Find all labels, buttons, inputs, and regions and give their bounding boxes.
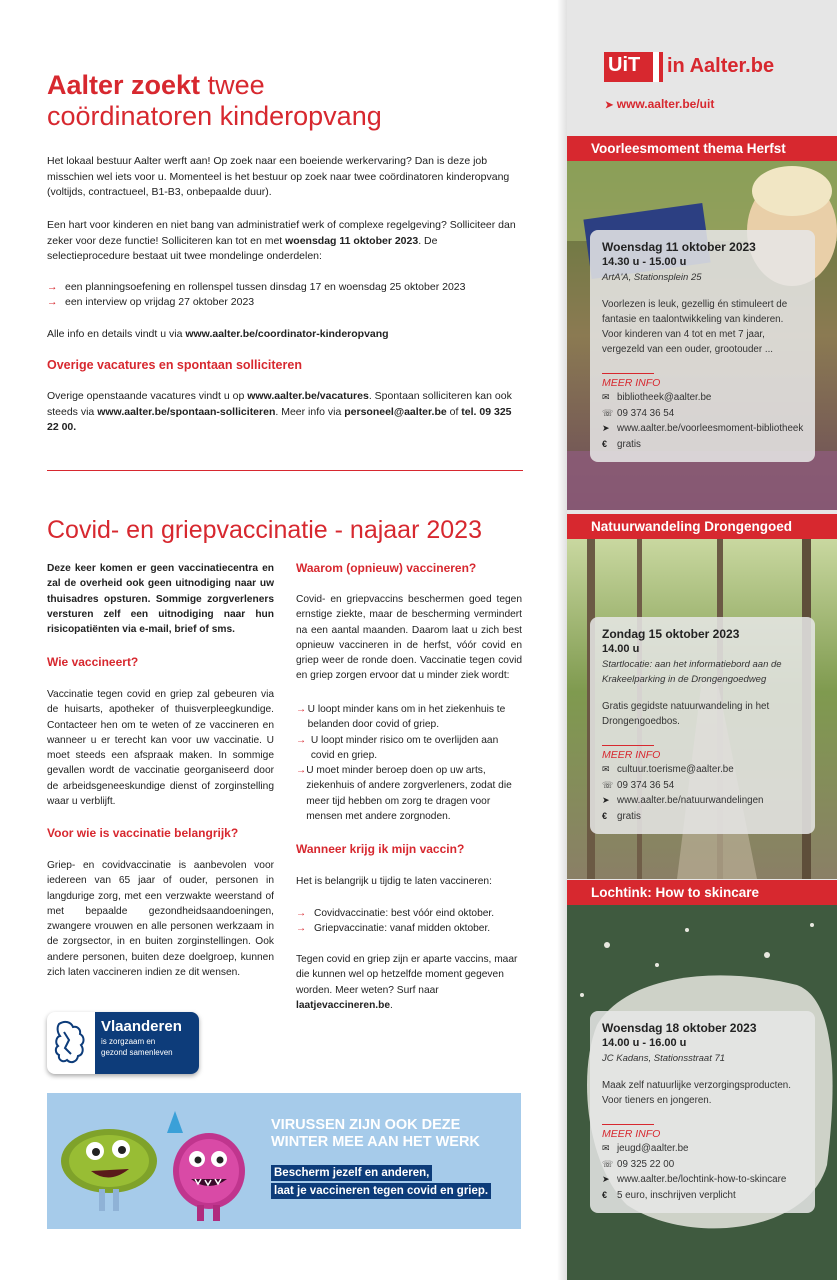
cursor-icon: ➤ [605,100,614,111]
email-text[interactable]: jeugd@aalter.be [617,1143,689,1154]
vlaanderen-text-block [95,1012,199,1074]
divider [602,373,654,374]
uit-url-text[interactable]: www.aalter.be/uit [616,97,715,111]
title-line2: coördinatoren kinderopvang [47,101,382,131]
paragraph-end [296,952,522,1013]
price-text: gratis [617,810,641,822]
sidebar-shadow [557,0,567,1280]
cursor-icon: ➤ [602,423,610,433]
bullet-text: U moet minder beroep doen op uw arts, ziekenhuis of andere zorgverleners, zodat die meer tijd hebben om zorg te dragen voor mensen met andere zorgnoden. [306,765,512,823]
event-time: 14.30 u - 15.00 u [602,256,687,268]
waarom-bullet [296,702,522,824]
event-description: Gratis gegidste natuurwandeling in het Drongengoedbos. [602,701,770,727]
event-date: Woensdag 18 oktober 2023 [602,1021,757,1035]
article1-info [47,327,523,343]
article1-title [47,70,382,132]
divider [602,745,654,746]
event-title: Lochtink: How to skincare [567,880,837,905]
phone-text: tel. 09 325 22 00. [47,405,512,433]
cursor-icon: ➤ [602,795,610,805]
banner-subline: laat je vaccineren tegen covid en griep. [271,1183,491,1199]
article2-title: Covid- en griepvaccinatie - najaar 2023 [47,516,482,544]
article1-vacatures [47,389,523,436]
spontaan-link[interactable]: www.aalter.be/spontaan-solliciteren [97,405,276,418]
banner-title-line: VIRUSSEN ZIJN OOK DEZE [271,1117,461,1133]
lion-icon [51,1018,93,1068]
event-price [602,437,803,453]
email-link[interactable]: personeel@aalter.be [344,405,447,418]
event-web[interactable] [602,421,803,437]
web-text[interactable]: www.aalter.be/natuurwandelingen [617,795,764,806]
article1-bullet [47,295,523,311]
event-description: Voorlezen is leuk, gezellig én stimuleert de fantasie en taalontwikkeling van kinderen. Voor kinderen van 4 tot en met 7 jaar, vergezeld van een ouder, grootouder ... [602,299,788,355]
arrow-right-icon: → [47,281,58,293]
virus-characters-illustration [47,1093,257,1229]
deadline: woensdag 11 oktober 2023 [285,234,419,247]
uit-logo-bar [659,52,663,82]
title-rest: twee [207,70,265,100]
phone-icon: ☏ [602,779,614,790]
event-card [590,1011,815,1213]
text: . Meer info via [275,405,345,418]
event-time: 14.00 u - 16.00 u [602,1037,687,1049]
article1-subtitle: Overige vacatures en spontaan solliciteren [47,358,302,372]
euro-icon: € [602,810,608,821]
event-date: Zondag 15 oktober 2023 [602,627,740,641]
banner-title-line: WINTER MEE AAN HET WERK [271,1134,480,1150]
event-card [590,617,815,834]
web-text[interactable]: www.aalter.be/lochtink-how-to-skincare [617,1174,787,1185]
phone-text: 09 374 36 54 [617,407,675,419]
p2-text-end: . De selectieprocedure bestaat uit twee mondelinge onderdelen: [47,234,438,262]
cursor-icon: ➤ [602,1174,610,1184]
event-title: Natuurwandeling Drongengoed [567,514,837,539]
event-price [602,809,803,825]
bullet-text: Covidvaccinatie: best vóór eind oktober. [314,908,495,919]
article1-intro: Het lokaal bestuur Aalter werft aan! Op zoek naar een boeiende werkervaring? Dan is deze job misschien wel iets voor u. Momenteel is het bestuur op zoek naar twee coördinatoren kinderopvang (voltijds, contractueel, B1-B3, onbepaalde duur). [47,155,510,198]
paragraph-voor-wie: Griep- en covidvaccinatie is aanbevolen voor iedereen van 65 jaar of ouder, personen in langdurige zorg, met een verzwakte weerstand of met bepaalde gezondheidsaandoeningen, zwangere vrouwen en alle personen werkzaam in de zorgsector, in en buiten zorginstellingen. Ook andere personen, buiten deze doelgroep, kunnen zich laten vaccineren indien ze dit wensen. [47,860,274,979]
wanneer-bullets [296,906,522,937]
divider [602,1124,654,1125]
subtitle-wanneer: Wanneer krijg ik mijn vaccin? [296,842,465,856]
subtitle-waarom: Waarom (opnieuw) vaccineren? [296,561,477,575]
event-price [602,1188,803,1204]
event-title: Voorleesmoment thema Herfst [567,136,837,161]
arrow-right-icon: → [296,908,307,919]
info-link[interactable]: www.aalter.be/coordinator-kinderopvang [185,328,389,340]
title-bold: Aalter zoekt [47,70,201,100]
event-web[interactable] [602,1172,803,1188]
euro-icon: € [602,438,608,449]
envelope-icon: ✉ [602,1143,610,1153]
event-time: 14.00 u [602,643,640,655]
laatjevaccineren-link[interactable]: laatjevaccineren.be [296,999,391,1011]
event-phone [602,406,803,422]
arrow-right-icon: → [47,296,58,308]
bullet-text: een planningsoefening en rollenspel tussen dinsdag 17 en woensdag 25 oktober 2023 [65,281,466,293]
email-text[interactable]: bibliotheek@aalter.be [617,392,712,403]
envelope-icon: ✉ [602,764,610,774]
phone-text: 09 374 36 54 [617,779,675,791]
event-email[interactable] [602,762,803,778]
event-email[interactable] [602,1141,803,1157]
vlaanderen-name: Vlaanderen [101,1018,182,1035]
paragraph-waarom: Covid- en griepvaccins beschermen goed tegen ernstige ziekte, maar de bescherming vermindert na een aantal maanden. Daarom laat u zich best opnieuw vaccineren in de herfst, vóór covid en griep weer de ronde doen. Vaccinatie tegen covid en griep zorgen ervoor dat u minder ziek wordt: [296,594,522,682]
vlaanderen-logo [47,1012,199,1074]
event-email[interactable] [602,390,803,406]
envelope-icon: ✉ [602,392,610,402]
event-web[interactable] [602,793,803,809]
bullet-text: U loopt minder risico om te overlijden aan covid en griep. [310,734,499,761]
event-phone [602,1157,803,1173]
phone-icon: ☏ [602,1158,614,1169]
article2-intro: Deze keer komen er geen vaccinatiecentra en zal de overheid ook geen uitnodiging naar uw thuisadres opsturen. Sommige zorgverleners versturen zelf een uitnodiging naar hun risicopatiënten via e-mail, brief of sms. [47,563,274,636]
subtitle-voor-wie: Voor wie is vaccinatie belangrijk? [47,826,239,840]
bullet-text: Griepvaccinatie: vanaf midden oktober. [314,923,491,935]
bullet-text: U loopt minder kans om in het ziekenhuis te belanden door covid of griep. [307,704,506,731]
arrow-right-icon: → [296,765,307,777]
vacatures-link[interactable]: www.aalter.be/vacatures [247,390,369,402]
web-text[interactable]: www.aalter.be/voorleesmoment-bibliotheek [617,423,804,434]
event-description: Maak zelf natuurlijke verzorgingsproducten. Voor tieners en jongeren. [602,1080,791,1106]
event-location: Startlocatie: aan het informatiebord aan de Krakeelparking in de Drongengoedweg [602,659,782,685]
banner-subline: Bescherm jezelf en anderen, [271,1165,432,1181]
event-location: ArtA'A, Stationsplein 25 [602,272,702,283]
phone-text: 09 325 22 00 [617,1158,675,1170]
arrow-right-icon: → [296,923,307,935]
uit-url[interactable] [605,97,714,111]
event-location: JC Kadans, Stationsstraat 71 [602,1053,726,1064]
divider [47,470,523,471]
bullet-text: een interview op vrijdag 27 oktober 2023 [65,296,255,308]
event-date: Woensdag 11 oktober 2023 [602,240,756,254]
arrow-right-icon: → [296,704,307,715]
article1-bullet [47,280,523,296]
info-text: Alle info en details vindt u via [47,328,186,340]
text: Overige openstaande vacatures vindt u op [47,390,248,402]
paragraph-wanneer: Het is belangrijk u tijdig te laten vaccineren: [296,876,492,887]
phone-icon: ☏ [602,407,614,418]
euro-icon: € [602,1189,608,1200]
uit-logo-text: in Aalter.be [667,55,775,77]
paragraph-wie: Vaccinatie tegen covid en griep zal gebeuren via de huisarts, apotheker of thuisverpleegkundige. Contacteer hen om te weten of ze vaccineren en wanneer u er terecht kan voor uw vaccinatie. U moet steeds een afspraak maken. In sommige gevallen wordt de vaccinatie georganiseerd door de arbeidsgeneeskundige dienst of zorginstelling waar u verblijft. [47,689,274,808]
text: of [446,405,462,418]
article1-paragraph2 [47,218,523,265]
meer-info-label: MEER INFO [602,377,661,389]
price-text: gratis [617,438,641,450]
p2-text: Een hart voor kinderen en niet bang van administratief werk of complexe regelgeving? Solliciteer dan zeker voor deze functie! Solliciteren kan tot en met [47,219,516,247]
text: Tegen covid en griep zijn er aparte vaccins, maar die kunnen wel op hetzelfde moment gegeven worden. Meer weten? Surf naar [296,954,518,996]
email-text[interactable]: cultuur.toerisme@aalter.be [617,764,734,775]
meer-info-label: MEER INFO [602,749,661,761]
vlaanderen-tagline: gezond samenleven [101,1048,173,1057]
arrow-right-icon: → [296,734,307,746]
uit-logo-box: UiT [604,52,659,82]
vlaanderen-tagline: is zorgzaam en [101,1037,156,1046]
text: . [390,999,393,1011]
subtitle-wie: Wie vaccineert? [47,655,139,669]
vaccination-banner [47,1093,521,1229]
event-card [590,230,815,462]
text: . Spontaan solliciteren kan ook steeds via [47,390,512,418]
price-text: 5 euro, inschrijven verplicht [617,1189,736,1201]
banner-title [271,1117,480,1151]
meer-info-label: MEER INFO [602,1128,661,1140]
event-phone [602,778,803,794]
